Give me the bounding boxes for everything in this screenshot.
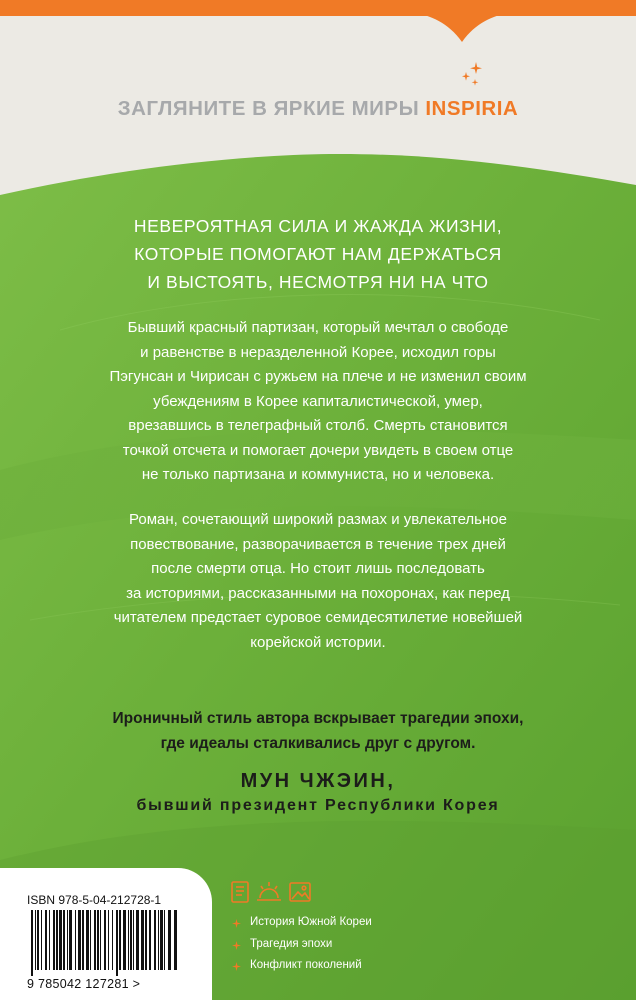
star-bullet-icon bbox=[232, 941, 241, 950]
feature-label: Конфликт поколений bbox=[250, 959, 362, 971]
paragraph-line: не только партизана и коммуниста, но и человека. bbox=[141, 466, 495, 483]
paragraph-line: за историями, рассказанными на похоронах, как перед bbox=[126, 584, 510, 602]
isbn-text: ISBN 978-5-04-212728-1 bbox=[27, 893, 162, 907]
quote-author-name: МУН ЧЖЭИН, bbox=[240, 770, 396, 792]
tagline-line: НЕВЕРОЯТНАЯ СИЛА И ЖАЖДА ЖИЗНИ, bbox=[133, 216, 503, 236]
paragraph-line: Бывший красный партизан, который мечтал о свободе bbox=[127, 319, 509, 336]
barcode-digits: 9 785042 127281 > bbox=[27, 977, 141, 991]
feature-list bbox=[232, 912, 372, 977]
tagline bbox=[40, 212, 596, 296]
description-paragraph-1 bbox=[48, 316, 588, 488]
paragraph-line: и равенстве в неразделенной Корее, исходил горы bbox=[140, 343, 496, 361]
star-bullet-icon bbox=[232, 919, 241, 928]
paragraph-line: точкой отсчета и помогает дочери увидеть в своем отце bbox=[122, 441, 514, 459]
tagline-line: И ВЫСТОЯТЬ, НЕСМОТРЯ НИ НА ЧТО bbox=[147, 272, 489, 292]
feature-item bbox=[232, 934, 372, 956]
paragraph-line: корейской истории. bbox=[250, 633, 386, 651]
series-header-prefix: ЗАГЛЯНИТЕ В ЯРКИЕ МИРЫ bbox=[117, 97, 420, 120]
paragraph-line: читателем предстает суровое семидесятилетие новейшей bbox=[113, 609, 523, 626]
star-bullet-icon bbox=[232, 962, 241, 971]
feature-item bbox=[232, 912, 372, 934]
quote-line: где идеалы сталкивались друг с другом. bbox=[160, 735, 476, 752]
paragraph-line: после смерти отца. Но стоит лишь последовать bbox=[151, 560, 485, 577]
quote-author-role: бывший президент Республики Корея bbox=[136, 797, 500, 814]
feature-item bbox=[232, 955, 372, 977]
sunset-icon bbox=[257, 882, 281, 900]
paragraph-line: убеждениям в Корее капиталистической, умер, bbox=[153, 392, 483, 410]
paragraph-line: врезавшись в телеграфный столб. Смерть становится bbox=[128, 417, 508, 434]
tagline-line: КОТОРЫЕ ПОМОГАЮТ НАМ ДЕРЖАТЬСЯ bbox=[134, 244, 502, 264]
barcode-image bbox=[27, 910, 187, 976]
paragraph-line: Пэгунсан и Чирисан с ружьем на плече и не изменил своим bbox=[109, 368, 527, 385]
quote-line: Ироничный стиль автора вскрывает трагедии эпохи, bbox=[112, 710, 524, 727]
paragraph-line: повествование, разворачивается в течение трех дней bbox=[130, 535, 506, 553]
feature-label: История Южной Кореи bbox=[250, 916, 372, 928]
paragraph-line: Роман, сочетающий широкий размах и увлекательное bbox=[129, 511, 507, 528]
review-quote bbox=[40, 706, 596, 756]
brand-logo-text: INSPIRIA bbox=[425, 97, 519, 120]
description-paragraph-2 bbox=[48, 508, 588, 655]
book-icon bbox=[232, 882, 248, 902]
feature-icons bbox=[230, 878, 330, 906]
image-icon bbox=[290, 883, 310, 901]
feature-label: Трагедия эпохи bbox=[250, 937, 333, 950]
